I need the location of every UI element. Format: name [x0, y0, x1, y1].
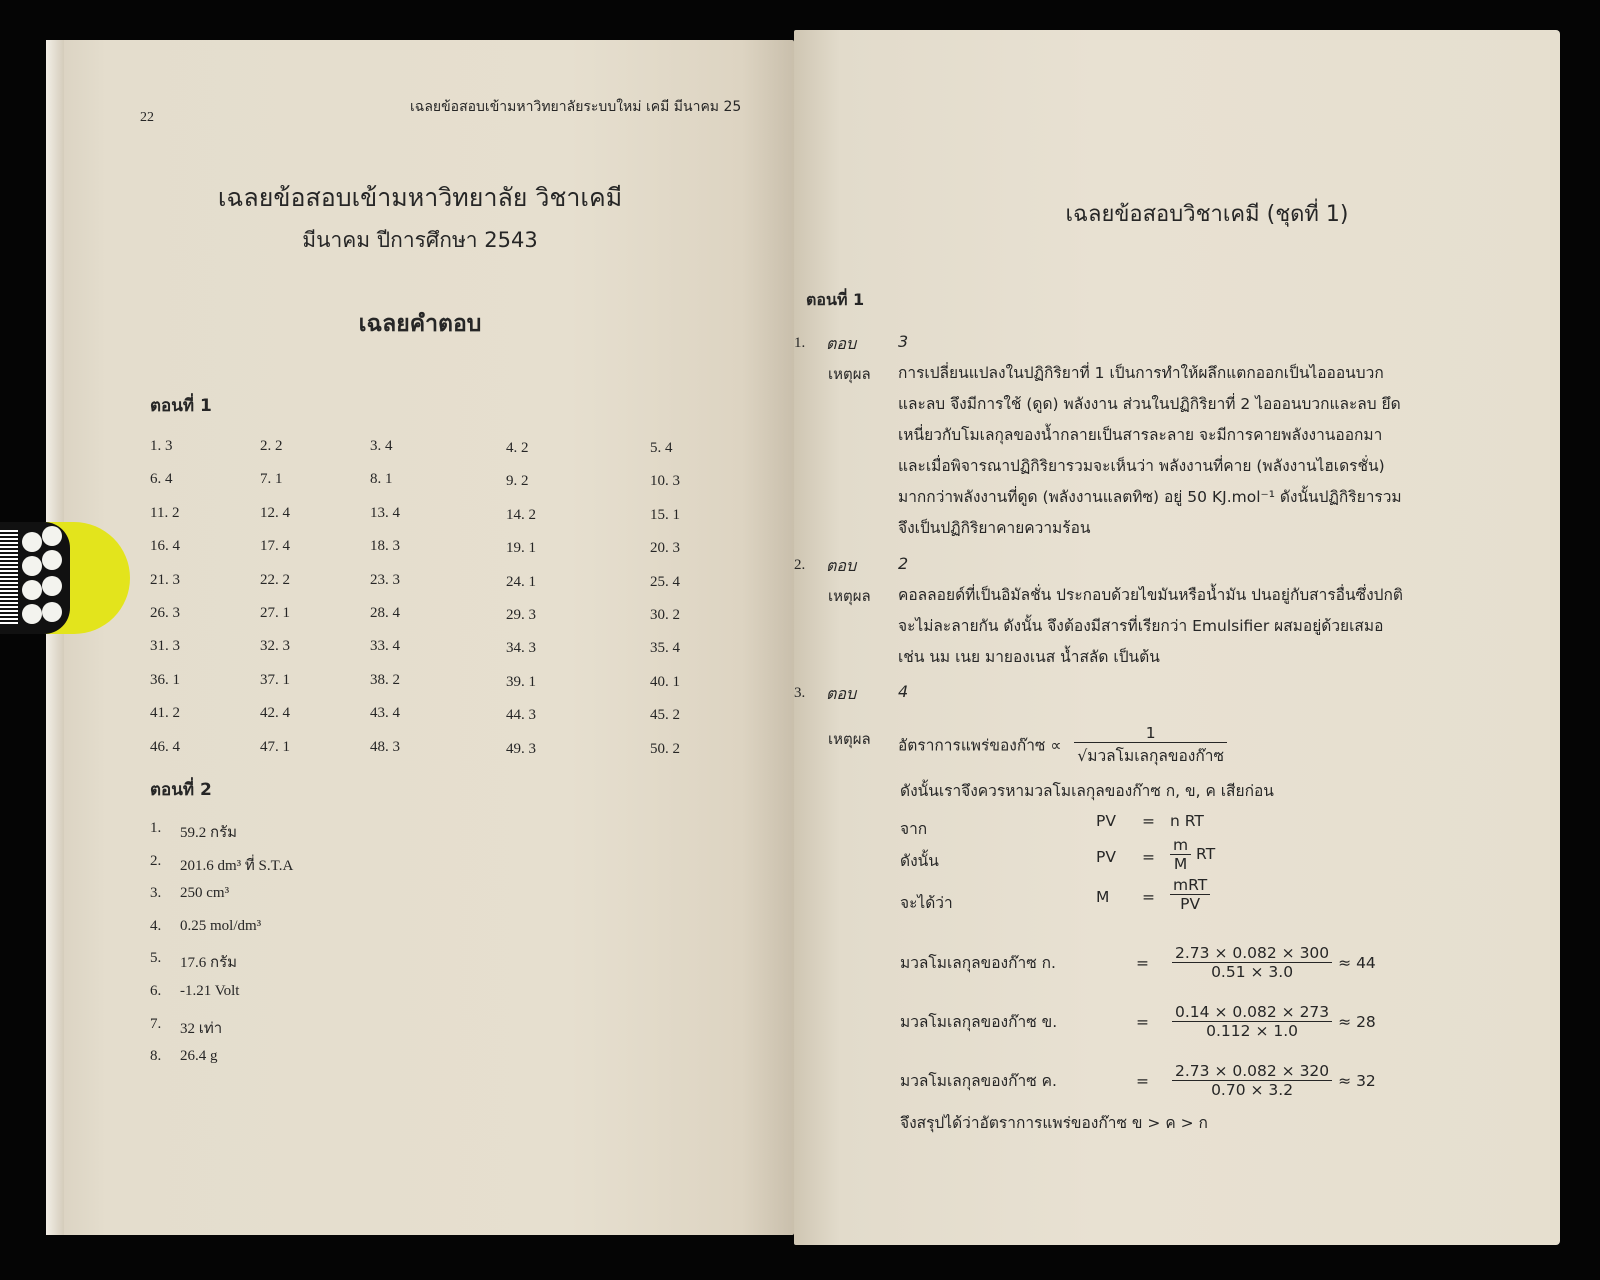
- intro-line: ดังนั้นเราจึงควรหามวลโมเลกุลของก๊าซ ก, ข, ค เสียก่อน: [900, 782, 1274, 800]
- part2-answer-number: 3.: [150, 885, 162, 902]
- answer-label: ตอบ: [826, 334, 857, 353]
- m-numerator: m: [1170, 836, 1191, 855]
- rate-formula: [898, 724, 1227, 768]
- part2-answer-number: 1.: [150, 820, 162, 836]
- reason-label: เหตุผล: [828, 587, 871, 605]
- equals-3: =: [1142, 888, 1155, 906]
- part1-answer: 11. 2: [150, 504, 180, 521]
- reason-line: เหนี่ยวกับโมเลกุลของน้ำกลายเป็นสารละลาย จะมีการคายพลังงานออกมา: [898, 426, 1383, 444]
- part2-answer-number: 4.: [150, 917, 162, 934]
- right-page: [794, 30, 1560, 1245]
- equals-1: =: [1142, 812, 1155, 830]
- page-number: 22: [140, 110, 154, 125]
- part1-answer: 29. 3: [506, 607, 536, 623]
- calc-fraction: [1172, 1003, 1332, 1040]
- part1-answer: 4. 2: [506, 440, 529, 456]
- get-label: จะได้ว่า: [900, 894, 953, 912]
- part1-answer: 18. 3: [370, 538, 400, 555]
- answer-value: 3: [898, 332, 909, 351]
- part2-answer: 0.25 mol/dm³: [180, 917, 262, 934]
- calc-denominator: 0.70 × 3.2: [1211, 1081, 1294, 1099]
- part1-answer: 7. 1: [260, 471, 283, 488]
- mrt-fraction: [1170, 876, 1210, 913]
- calc-denominator: 0.112 × 1.0: [1206, 1022, 1299, 1040]
- part1-answer: 40. 1: [650, 673, 680, 690]
- part2-answer: 201.6 dm³ ที่ S.T.A: [180, 857, 294, 874]
- part1-answer: 32. 3: [260, 638, 290, 655]
- calc-result: ≈ 28: [1338, 1012, 1376, 1031]
- rate-denominator: √มวลโมเลกุลของก๊าซ: [1077, 747, 1224, 765]
- clip-dot: [42, 550, 62, 570]
- part2-answer: 250 cm³: [180, 885, 230, 902]
- clip-dot: [22, 532, 42, 552]
- calc-numerator: 2.73 × 0.082 × 320: [1172, 1062, 1332, 1081]
- part1-answer: 48. 3: [370, 738, 400, 755]
- part1-answer: 23. 3: [370, 571, 400, 588]
- calc-equals: =: [1136, 1012, 1149, 1031]
- part2-answer-number: 8.: [150, 1048, 162, 1065]
- part1-answer: 38. 2: [370, 671, 400, 688]
- rate-text: อัตราการแพร่ของก๊าซ ∝: [898, 736, 1062, 755]
- part1-answer: 17. 4: [260, 538, 290, 555]
- clip-dot: [42, 576, 62, 596]
- part1-answer: 36. 1: [150, 671, 180, 688]
- part1-answer: 24. 1: [506, 573, 536, 590]
- part1-answer: 35. 4: [650, 640, 680, 657]
- part1-answer: 41. 2: [150, 705, 180, 722]
- clip-dot: [42, 602, 62, 622]
- part1-answer: 9. 2: [506, 473, 529, 490]
- part2-answer-number: 7.: [150, 1015, 162, 1032]
- page-title: เฉลยข้อสอบเข้ามหาวิทยาลัย วิชาเคมี: [217, 183, 623, 212]
- part1-answer: 19. 1: [506, 540, 536, 557]
- answer-label: ตอบ: [826, 556, 857, 575]
- nrt: n RT: [1170, 812, 1204, 830]
- part1-answer: 31. 3: [150, 638, 180, 655]
- calc-numerator: 2.73 × 0.082 × 300: [1172, 944, 1332, 963]
- m-over-M: [1170, 836, 1191, 873]
- part2-answer-number: 6.: [150, 983, 162, 999]
- so-label: ดังนั้น: [900, 852, 939, 870]
- clip-dot: [22, 580, 42, 600]
- question-number: 3.: [794, 685, 806, 701]
- reason-label: เหตุผล: [828, 730, 871, 748]
- part1-answer: 13. 4: [370, 504, 400, 521]
- rt-text: RT: [1196, 845, 1216, 863]
- conclusion: จึงสรุปได้ว่าอัตราการแพร่ของก๊าซ ข > ค > ก: [900, 1114, 1208, 1132]
- calc-numerator: 0.14 × 0.082 × 273: [1172, 1003, 1332, 1022]
- part2-answer-number: 2.: [150, 852, 162, 869]
- calc-row: [900, 1003, 1376, 1040]
- part1-answer: 15. 1: [650, 506, 680, 523]
- reason-line: การเปลี่ยนแปลงในปฏิกิริยาที่ 1 เป็นการทำให้ผลึกแตกออกเป็นไอออนบวก: [898, 364, 1384, 382]
- answer-label: ตอบ: [826, 684, 857, 703]
- part-label: ตอนที่ 1: [806, 290, 865, 309]
- answer-value: 4: [898, 682, 909, 701]
- calc-result: ≈ 44: [1338, 953, 1376, 972]
- reason-line: เช่น นม เนย มายองเนส น้ำสลัด เป็นต้น: [898, 648, 1160, 666]
- pv-2: PV: [1096, 848, 1116, 866]
- part1-answer: 5. 4: [650, 440, 673, 456]
- part1-answer: 21. 3: [150, 571, 180, 588]
- mrt-numerator: mRT: [1170, 876, 1210, 895]
- part1-answer: 12. 4: [260, 504, 290, 521]
- part1-answer: 22. 2: [260, 571, 290, 588]
- part2-answer: 26.4 g: [180, 1048, 218, 1065]
- clip-barcode: [0, 530, 18, 624]
- reason-line: คอลลอยด์ที่เป็นอิมัลชั่น ประกอบด้วยไขมันหรือน้ำมัน ปนอยู่กับสารอื่นซึ่งปกติ: [898, 586, 1403, 604]
- part1-answer: 26. 3: [150, 605, 180, 621]
- calc-denominator: 0.51 × 3.0: [1211, 963, 1294, 981]
- part1-answer: 39. 1: [506, 673, 536, 690]
- part2-answer: -1.21 Volt: [180, 983, 240, 999]
- part1-answer: 46. 4: [150, 738, 180, 755]
- part1-answer: 14. 2: [506, 506, 536, 523]
- rate-fraction: [1074, 724, 1227, 768]
- part1-answer: 50. 2: [650, 740, 680, 757]
- rate-numerator: 1: [1074, 724, 1227, 743]
- part1-answer: 45. 2: [650, 707, 680, 724]
- page-subtitle: มีนาคม ปีการศึกษา 2543: [302, 228, 538, 252]
- calc-label: มวลโมเลกุลของก๊าซ ค.: [900, 1072, 1057, 1090]
- pv-denominator: PV: [1180, 895, 1201, 913]
- M-symbol: M: [1096, 888, 1110, 906]
- calc-equals: =: [1136, 1071, 1149, 1090]
- calc-label: มวลโมเลกุลของก๊าซ ก.: [900, 954, 1056, 972]
- part2-answer: 17.6 กรัม: [180, 955, 238, 972]
- page-title: เฉลยข้อสอบวิชาเคมี (ชุดที่ 1): [1065, 202, 1349, 227]
- running-head: เฉลยข้อสอบเข้ามหาวิทยาลัยระบบใหม่ เคมี มีนาคม 25: [410, 99, 742, 115]
- left-page: [46, 40, 794, 1235]
- part1-answer: 49. 3: [506, 740, 536, 757]
- clip-dot: [42, 526, 62, 546]
- part1-answer: 20. 3: [650, 540, 680, 557]
- calc-row: [900, 944, 1376, 981]
- calc-label: มวลโมเลกุลของก๊าซ ข.: [900, 1013, 1058, 1031]
- part1-answer: 16. 4: [150, 538, 180, 555]
- part1-answer: 30. 2: [650, 607, 680, 623]
- reason-line: จะไม่ละลายกัน ดังนั้น จึงต้องมีสารที่เรียกว่า Emulsifier ผสมอยู่ด้วยเสมอ: [898, 617, 1384, 635]
- reason-line: และเมื่อพิจารณาปฏิกิริยารวมจะเห็นว่า พลังงานที่คาย (พลังงานไฮเดรชั่น): [898, 457, 1385, 475]
- part1-answer: 8. 1: [370, 471, 393, 488]
- question-number: 1.: [794, 335, 806, 351]
- from-label: จาก: [900, 820, 928, 838]
- clip-dot: [22, 604, 42, 624]
- pv-1: PV: [1096, 812, 1116, 830]
- part1-answer: 1. 3: [150, 438, 173, 454]
- reason-label: เหตุผล: [828, 365, 871, 383]
- reason-line: มากกว่าพลังงานที่ดูด (พลังงานแลตทิซ) อยู่ 50 KJ.mol⁻¹ ดังนั้นปฏิกิริยารวม: [898, 488, 1402, 506]
- part2-answer: 32 เท่า: [180, 1020, 223, 1037]
- part1-answer: 33. 4: [370, 638, 400, 655]
- calc-fraction: [1172, 1062, 1332, 1099]
- answer-key-heading: เฉลยคำตอบ: [358, 311, 482, 337]
- part2-answer-number: 5.: [150, 950, 162, 967]
- calc-fraction: [1172, 944, 1332, 981]
- part1-answer: 10. 3: [650, 473, 680, 490]
- mrt-over-pv: [1170, 876, 1210, 913]
- reason-line: และลบ จึงมีการใช้ (ดูด) พลังงาน ส่วนในปฏิกิริยาที่ 2 ไอออนบวกและลบ ยึด: [898, 395, 1401, 413]
- part1-answer: 2. 2: [260, 438, 283, 454]
- part1-answer: 34. 3: [506, 640, 536, 657]
- equals-2: =: [1142, 848, 1155, 866]
- part1-answer: 43. 4: [370, 705, 400, 722]
- part1-answer: 3. 4: [370, 438, 393, 454]
- part1-answer: 28. 4: [370, 605, 400, 621]
- calc-equals: =: [1136, 953, 1149, 972]
- m-over-M-rt: [1170, 836, 1215, 873]
- part1-answer: 37. 1: [260, 671, 290, 688]
- part2-answer: 59.2 กรัม: [180, 825, 238, 841]
- reason-line: จึงเป็นปฏิกิริยาคายความร้อน: [898, 519, 1091, 537]
- part1-answer: 44. 3: [506, 707, 536, 724]
- part1-answer: 6. 4: [150, 471, 173, 488]
- question-number: 2.: [794, 557, 806, 573]
- part1-label: ตอนที่ 1: [150, 396, 212, 416]
- bookmark-clip: [0, 518, 130, 642]
- part1-answer: 27. 1: [260, 605, 290, 621]
- calc-result: ≈ 32: [1338, 1071, 1376, 1090]
- M-denominator: M: [1173, 855, 1188, 873]
- clip-dot: [22, 556, 42, 576]
- part2-label: ตอนที่ 2: [150, 780, 212, 800]
- part1-answer: 42. 4: [260, 705, 290, 722]
- part1-answer: 47. 1: [260, 738, 290, 755]
- answer-value: 2: [898, 554, 909, 573]
- calc-row: [900, 1062, 1376, 1099]
- part1-answer: 25. 4: [650, 573, 680, 590]
